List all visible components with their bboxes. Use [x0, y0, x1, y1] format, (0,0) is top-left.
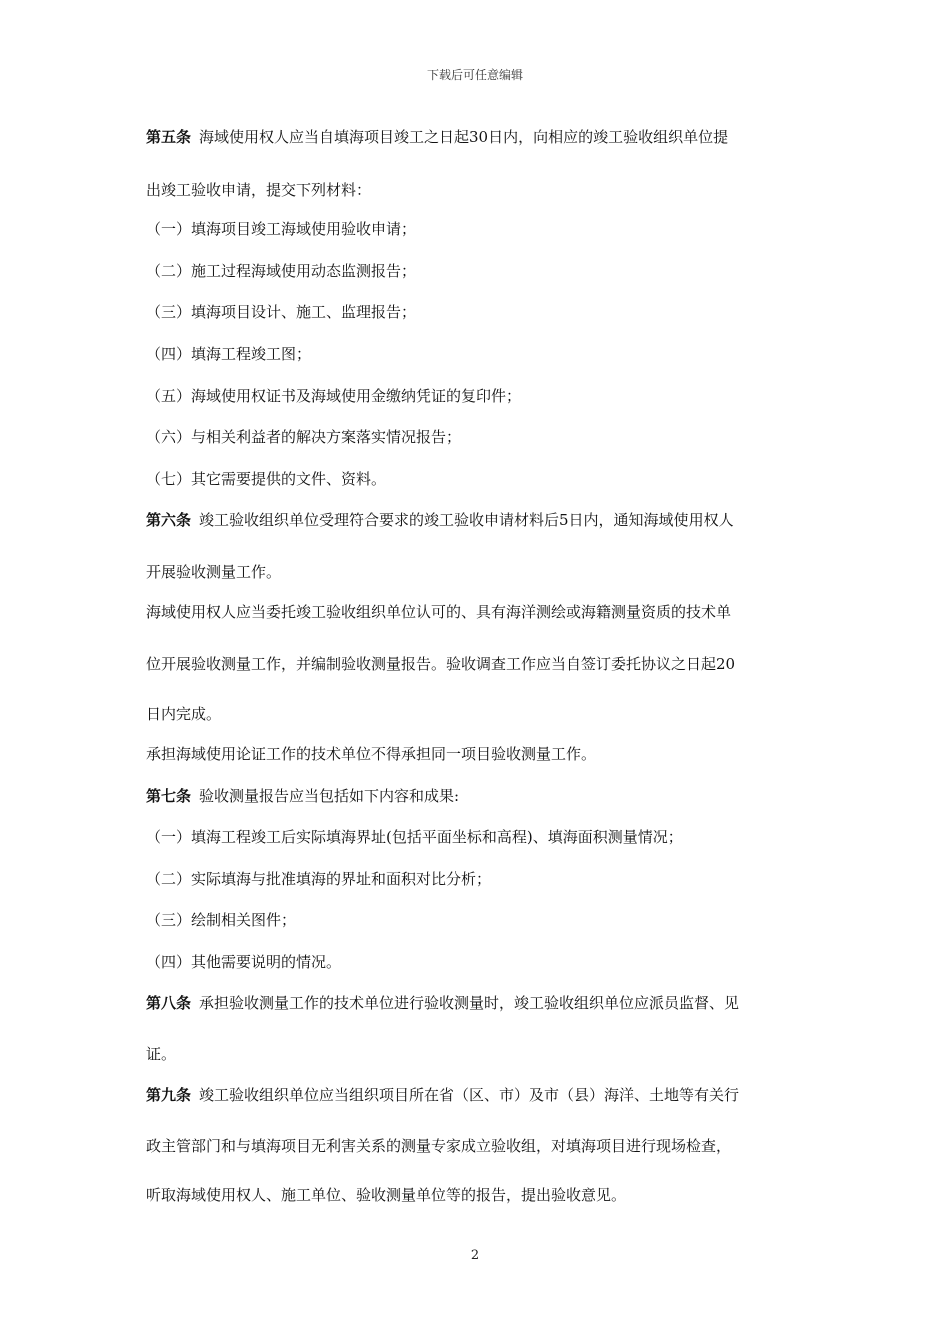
article-8-line-2: 证。 [146, 1045, 177, 1063]
article-6-line-1 [146, 510, 816, 530]
article-number: 第八条 [146, 994, 192, 1012]
article-5-line-2: 出竣工验收申请，提交下列材料： [146, 181, 372, 199]
page-header: 下载后可任意编辑 [426, 68, 523, 82]
article-9-line-2: 政主管部门和与填海项目无利害关系的测量专家成立验收组，对填海项目进行现场检查， [146, 1137, 732, 1155]
line-text: 海域使用权人应当自填海项目竣工之日起30日内，向相应的竣工验收组织单位提 [199, 128, 729, 146]
line-text: 验收测量报告应当包括如下内容和成果: [199, 787, 460, 805]
article-number: 第九条 [146, 1086, 192, 1104]
page-number: 2 [470, 1248, 480, 1263]
article-number: 第五条 [146, 128, 192, 146]
list-item: （二）实际填海与批准填海的界址和面积对比分析； [146, 870, 492, 888]
list-item: （六）与相关利益者的解决方案落实情况报告； [146, 428, 462, 446]
line-text: 竣工验收组织单位应当组织项目所在省（区、市）及市（县）海洋、土地等有关行 [199, 1086, 740, 1104]
article-7-line-1 [146, 786, 816, 806]
list-item: （一）填海工程竣工后实际填海界址(包括平面坐标和高程)、填海面积测量情况； [146, 828, 683, 846]
article-6-line-2: 开展验收测量工作。 [146, 563, 282, 581]
paragraph-line: 海域使用权人应当委托竣工验收组织单位认可的、具有海洋测绘或海籍测量资质的技术单 [146, 603, 732, 621]
article-9-line-3: 听取海域使用权人、施工单位、验收测量单位等的报告，提出验收意见。 [146, 1186, 627, 1204]
paragraph-line: 位开展验收测量工作，并编制验收测量报告。验收调查工作应当自签订委托协议之日起20 [146, 655, 736, 673]
list-item: （三）填海项目设计、施工、监理报告； [146, 303, 417, 321]
article-9-line-1 [146, 1085, 816, 1105]
paragraph-line: 日内完成。 [146, 705, 222, 723]
line-text: 竣工验收组织单位受理符合要求的竣工验收申请材料后5日内，通知海域使用权人 [199, 511, 734, 529]
list-item: （一）填海项目竣工海域使用验收申请； [146, 220, 417, 238]
article-number: 第七条 [146, 787, 192, 805]
list-item: （四）其他需要说明的情况。 [146, 953, 342, 971]
list-item: （四）填海工程竣工图； [146, 345, 312, 363]
line-text: 承担验收测量工作的技术单位进行验收测量时，竣工验收组织单位应派员监督、见 [199, 994, 740, 1012]
paragraph-line: 承担海域使用论证工作的技术单位不得承担同一项目验收测量工作。 [146, 745, 597, 763]
list-item: （七）其它需要提供的文件、资料。 [146, 470, 387, 488]
list-item: （五）海域使用权证书及海域使用金缴纳凭证的复印件； [146, 387, 522, 405]
list-item: （三）绘制相关图件； [146, 911, 297, 929]
article-8-line-1 [146, 993, 816, 1013]
article-number: 第六条 [146, 511, 192, 529]
article-5-line-1 [146, 127, 816, 147]
list-item: （二）施工过程海域使用动态监测报告； [146, 262, 417, 280]
